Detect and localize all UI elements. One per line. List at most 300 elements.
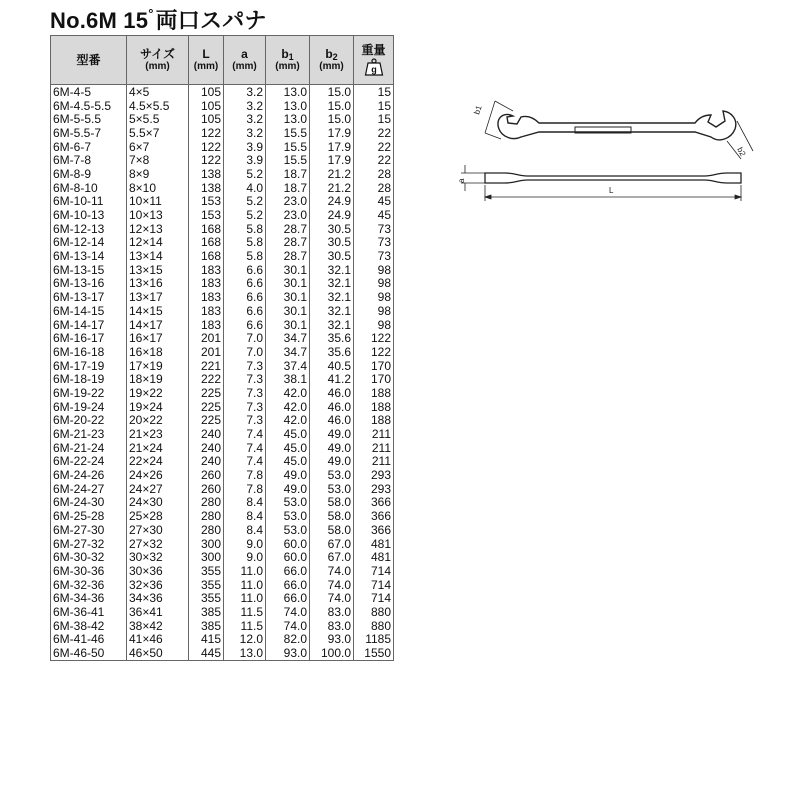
cell-size: 24×26 [127,468,189,482]
header-b1: $b_1$ (mm) [266,36,310,85]
cell-model: 6M-8-10 [51,181,127,195]
cell-size: 4×5 [127,85,189,99]
cell-model: 6M-21-24 [51,441,127,455]
cell-model: 6M-24-30 [51,496,127,510]
table-row [51,222,394,236]
cell-size: 16×17 [127,331,189,345]
cell-weight: 188 [354,414,394,428]
cell-model: 6M-13-17 [51,290,127,304]
cell-a: 11.0 [224,564,266,578]
cell-b1: 93.0 [266,646,310,660]
table-row [51,400,394,414]
cell-L: 183 [189,318,224,332]
cell-size: 34×36 [127,591,189,605]
cell-size: 20×22 [127,414,189,428]
cell-L: 225 [189,414,224,428]
cell-L: 183 [189,263,224,277]
cell-b1: 30.1 [266,290,310,304]
table-row [51,249,394,263]
table-row [51,236,394,250]
cell-b1: 66.0 [266,591,310,605]
cell-b2: 67.0 [310,550,354,564]
cell-model: 6M-20-22 [51,414,127,428]
cell-b2: 24.9 [310,195,354,209]
cell-b2: 17.9 [310,126,354,140]
cell-L: 168 [189,236,224,250]
cell-size: 5.5×7 [127,126,189,140]
cell-weight: 45 [354,208,394,222]
cell-size: 30×36 [127,564,189,578]
table-row [51,345,394,359]
table-row [51,523,394,537]
cell-weight: 1185 [354,633,394,647]
table-row [51,277,394,291]
header-size: サイズ (mm) [127,36,189,85]
cell-b1: 82.0 [266,633,310,647]
cell-a: 3.2 [224,112,266,126]
cell-b1: 66.0 [266,564,310,578]
cell-b2: 46.0 [310,400,354,414]
cell-a: 8.4 [224,509,266,523]
cell-L: 153 [189,208,224,222]
cell-weight: 188 [354,400,394,414]
cell-b2: 15.0 [310,85,354,99]
cell-b2: 83.0 [310,605,354,619]
cell-size: 24×27 [127,482,189,496]
table-row [51,619,394,633]
cell-model: 6M-34-36 [51,591,127,605]
cell-b2: 35.6 [310,345,354,359]
cell-L: 221 [189,359,224,373]
cell-size: 13×15 [127,263,189,277]
label-b1: b1 [472,104,484,116]
cell-model: 6M-19-24 [51,400,127,414]
cell-model: 6M-12-13 [51,222,127,236]
table-row [51,195,394,209]
cell-b2: 49.0 [310,455,354,469]
table-row [51,605,394,619]
label-L: L [609,186,614,195]
cell-b1: 13.0 [266,112,310,126]
cell-b1: 13.0 [266,85,310,99]
cell-size: 10×11 [127,195,189,209]
cell-b2: 21.2 [310,181,354,195]
table-row [51,263,394,277]
cell-weight: 22 [354,153,394,167]
cell-a: 12.0 [224,633,266,647]
cell-b2: 30.5 [310,236,354,250]
cell-b1: 23.0 [266,195,310,209]
cell-b2: 53.0 [310,468,354,482]
cell-weight: 22 [354,126,394,140]
cell-weight: 45 [354,195,394,209]
header-a: a (mm) [224,36,266,85]
cell-weight: 714 [354,564,394,578]
cell-a: 3.2 [224,126,266,140]
cell-size: 5×5.5 [127,112,189,126]
table-row [51,578,394,592]
cell-a: 7.4 [224,455,266,469]
wrench-diagram [455,93,755,213]
cell-a: 3.2 [224,85,266,99]
cell-b1: 38.1 [266,372,310,386]
cell-b1: 49.0 [266,482,310,496]
header-model: 型番 [51,36,127,85]
cell-b1: 23.0 [266,208,310,222]
table-row [51,482,394,496]
title-degree: ° [148,6,154,21]
cell-model: 6M-24-27 [51,482,127,496]
cell-a: 7.8 [224,482,266,496]
cell-b2: 53.0 [310,482,354,496]
cell-b2: 74.0 [310,578,354,592]
cell-b1: 53.0 [266,496,310,510]
title-suffix: 両口スパナ [155,8,267,33]
weight-icon [364,58,384,76]
cell-weight: 481 [354,537,394,551]
table-row [51,564,394,578]
cell-weight: 98 [354,277,394,291]
cell-b2: 30.5 [310,222,354,236]
cell-a: 5.8 [224,222,266,236]
cell-weight: 28 [354,167,394,181]
cell-b2: 15.0 [310,112,354,126]
cell-b1: 37.4 [266,359,310,373]
cell-size: 22×24 [127,455,189,469]
label-a: a [457,178,466,183]
cell-weight: 170 [354,372,394,386]
cell-weight: 122 [354,331,394,345]
cell-b1: 74.0 [266,605,310,619]
cell-b1: 30.1 [266,263,310,277]
cell-a: 4.0 [224,181,266,195]
cell-a: 9.0 [224,537,266,551]
cell-b1: 15.5 [266,126,310,140]
cell-a: 7.4 [224,441,266,455]
cell-a: 6.6 [224,304,266,318]
cell-weight: 98 [354,318,394,332]
cell-b2: 74.0 [310,591,354,605]
cell-weight: 15 [354,85,394,99]
cell-size: 16×18 [127,345,189,359]
cell-size: 12×13 [127,222,189,236]
cell-model: 6M-41-46 [51,633,127,647]
cell-size: 14×17 [127,318,189,332]
cell-L: 225 [189,386,224,400]
cell-weight: 73 [354,249,394,263]
cell-b2: 67.0 [310,537,354,551]
cell-b2: 46.0 [310,386,354,400]
cell-b2: 24.9 [310,208,354,222]
cell-size: 27×32 [127,537,189,551]
cell-size: 41×46 [127,633,189,647]
cell-model: 6M-38-42 [51,619,127,633]
cell-size: 30×32 [127,550,189,564]
cell-size: 19×22 [127,386,189,400]
cell-L: 168 [189,222,224,236]
table-row [51,126,394,140]
cell-L: 300 [189,550,224,564]
cell-a: 6.6 [224,277,266,291]
table-row [51,318,394,332]
cell-model: 6M-36-41 [51,605,127,619]
cell-weight: 15 [354,99,394,113]
cell-size: 27×30 [127,523,189,537]
cell-b2: 58.0 [310,496,354,510]
cell-model: 6M-7-8 [51,153,127,167]
page-title [50,4,267,35]
cell-weight: 880 [354,619,394,633]
cell-size: 6×7 [127,140,189,154]
cell-weight: 366 [354,496,394,510]
cell-L: 138 [189,167,224,181]
cell-b1: 34.7 [266,331,310,345]
cell-weight: 28 [354,181,394,195]
header-weight: 重量 g [354,36,394,85]
cell-a: 7.3 [224,372,266,386]
cell-size: 8×9 [127,167,189,181]
cell-size: 13×16 [127,277,189,291]
table-row [51,550,394,564]
table-row [51,455,394,469]
table-row [51,181,394,195]
cell-model: 6M-14-17 [51,318,127,332]
label-b2: b2 [735,145,748,158]
cell-a: 8.4 [224,523,266,537]
cell-b2: 49.0 [310,427,354,441]
a-dimension [461,165,485,191]
cell-L: 280 [189,523,224,537]
table-row [51,112,394,126]
cell-size: 32×36 [127,578,189,592]
cell-L: 445 [189,646,224,660]
cell-b1: 28.7 [266,236,310,250]
cell-L: 280 [189,496,224,510]
table-row [51,427,394,441]
cell-model: 6M-5-5.5 [51,112,127,126]
cell-size: 7×8 [127,153,189,167]
cell-b1: 18.7 [266,181,310,195]
cell-b2: 93.0 [310,633,354,647]
cell-size: 21×24 [127,441,189,455]
header-L: L (mm) [189,36,224,85]
cell-weight: 366 [354,509,394,523]
cell-weight: 15 [354,112,394,126]
cell-L: 105 [189,112,224,126]
cell-b2: 83.0 [310,619,354,633]
cell-model: 6M-5.5-7 [51,126,127,140]
wrench-side-view [485,173,741,183]
cell-a: 5.8 [224,249,266,263]
table-row [51,167,394,181]
cell-L: 138 [189,181,224,195]
cell-b1: 28.7 [266,249,310,263]
cell-L: 105 [189,85,224,99]
table-row [51,633,394,647]
cell-weight: 73 [354,236,394,250]
table-row [51,414,394,428]
cell-b2: 49.0 [310,441,354,455]
cell-L: 122 [189,140,224,154]
cell-b2: 30.5 [310,249,354,263]
cell-b2: 46.0 [310,414,354,428]
cell-b2: 58.0 [310,509,354,523]
cell-model: 6M-22-24 [51,455,127,469]
cell-model: 6M-10-13 [51,208,127,222]
cell-model: 6M-6-7 [51,140,127,154]
cell-weight: 211 [354,427,394,441]
table-row [51,331,394,345]
cell-model: 6M-17-19 [51,359,127,373]
cell-b2: 35.6 [310,331,354,345]
cell-a: 11.0 [224,578,266,592]
cell-b1: 60.0 [266,550,310,564]
cell-model: 6M-8-9 [51,167,127,181]
spec-table [50,35,394,661]
cell-size: 36×41 [127,605,189,619]
cell-model: 6M-30-32 [51,550,127,564]
cell-a: 7.3 [224,414,266,428]
cell-a: 3.9 [224,140,266,154]
cell-b2: 74.0 [310,564,354,578]
table-row [51,304,394,318]
table-row [51,372,394,386]
cell-b1: 42.0 [266,414,310,428]
cell-a: 5.2 [224,195,266,209]
cell-model: 6M-13-14 [51,249,127,263]
cell-weight: 880 [354,605,394,619]
cell-b2: 41.2 [310,372,354,386]
cell-a: 7.3 [224,386,266,400]
cell-b1: 42.0 [266,400,310,414]
cell-size: 38×42 [127,619,189,633]
cell-weight: 98 [354,290,394,304]
cell-a: 7.0 [224,331,266,345]
cell-size: 25×28 [127,509,189,523]
cell-b1: 45.0 [266,441,310,455]
cell-b2: 17.9 [310,140,354,154]
cell-model: 6M-13-16 [51,277,127,291]
cell-model: 6M-27-30 [51,523,127,537]
table-body [51,85,394,661]
table-row [51,153,394,167]
cell-b2: 17.9 [310,153,354,167]
cell-size: 46×50 [127,646,189,660]
cell-a: 9.0 [224,550,266,564]
cell-b1: 18.7 [266,167,310,181]
cell-L: 240 [189,427,224,441]
cell-a: 5.2 [224,167,266,181]
cell-b2: 100.0 [310,646,354,660]
cell-weight: 1550 [354,646,394,660]
cell-weight: 73 [354,222,394,236]
cell-L: 122 [189,153,224,167]
cell-b1: 45.0 [266,427,310,441]
cell-weight: 211 [354,441,394,455]
cell-L: 260 [189,468,224,482]
cell-weight: 293 [354,482,394,496]
cell-model: 6M-4.5-5.5 [51,99,127,113]
cell-weight: 122 [354,345,394,359]
cell-weight: 714 [354,578,394,592]
cell-b1: 15.5 [266,153,310,167]
cell-size: 4.5×5.5 [127,99,189,113]
cell-weight: 366 [354,523,394,537]
cell-a: 7.0 [224,345,266,359]
cell-b1: 30.1 [266,304,310,318]
cell-model: 6M-18-19 [51,372,127,386]
cell-a: 8.4 [224,496,266,510]
title-text: No.6M 15 [50,8,149,33]
cell-model: 6M-21-23 [51,427,127,441]
cell-b1: 34.7 [266,345,310,359]
cell-L: 183 [189,277,224,291]
cell-a: 7.3 [224,359,266,373]
cell-weight: 714 [354,591,394,605]
cell-b1: 66.0 [266,578,310,592]
table-row [51,208,394,222]
cell-size: 12×14 [127,236,189,250]
cell-L: 183 [189,304,224,318]
cell-a: 6.6 [224,290,266,304]
cell-model: 6M-19-22 [51,386,127,400]
cell-size: 18×19 [127,372,189,386]
cell-size: 10×13 [127,208,189,222]
table-row [51,290,394,304]
cell-a: 5.2 [224,208,266,222]
cell-b2: 32.1 [310,277,354,291]
cell-L: 240 [189,441,224,455]
cell-model: 6M-16-17 [51,331,127,345]
cell-b2: 32.1 [310,263,354,277]
cell-b1: 13.0 [266,99,310,113]
cell-size: 24×30 [127,496,189,510]
table-row [51,140,394,154]
cell-L: 280 [189,509,224,523]
cell-L: 222 [189,372,224,386]
cell-weight: 188 [354,386,394,400]
cell-model: 6M-10-11 [51,195,127,209]
cell-size: 8×10 [127,181,189,195]
cell-L: 385 [189,605,224,619]
cell-model: 6M-12-14 [51,236,127,250]
cell-weight: 170 [354,359,394,373]
cell-b2: 32.1 [310,290,354,304]
cell-L: 168 [189,249,224,263]
cell-b2: 21.2 [310,167,354,181]
table-row [51,591,394,605]
cell-model: 6M-4-5 [51,85,127,99]
header-b2: $b_2$ (mm) [310,36,354,85]
cell-a: 7.3 [224,400,266,414]
cell-b1: 74.0 [266,619,310,633]
cell-size: 13×17 [127,290,189,304]
cell-size: 19×24 [127,400,189,414]
cell-b2: 58.0 [310,523,354,537]
cell-model: 6M-13-15 [51,263,127,277]
cell-a: 11.5 [224,605,266,619]
cell-a: 5.8 [224,236,266,250]
cell-b1: 42.0 [266,386,310,400]
table-row [51,646,394,660]
cell-L: 355 [189,578,224,592]
cell-size: 21×23 [127,427,189,441]
cell-L: 153 [189,195,224,209]
cell-model: 6M-25-28 [51,509,127,523]
cell-b1: 45.0 [266,455,310,469]
cell-weight: 481 [354,550,394,564]
cell-model: 6M-46-50 [51,646,127,660]
